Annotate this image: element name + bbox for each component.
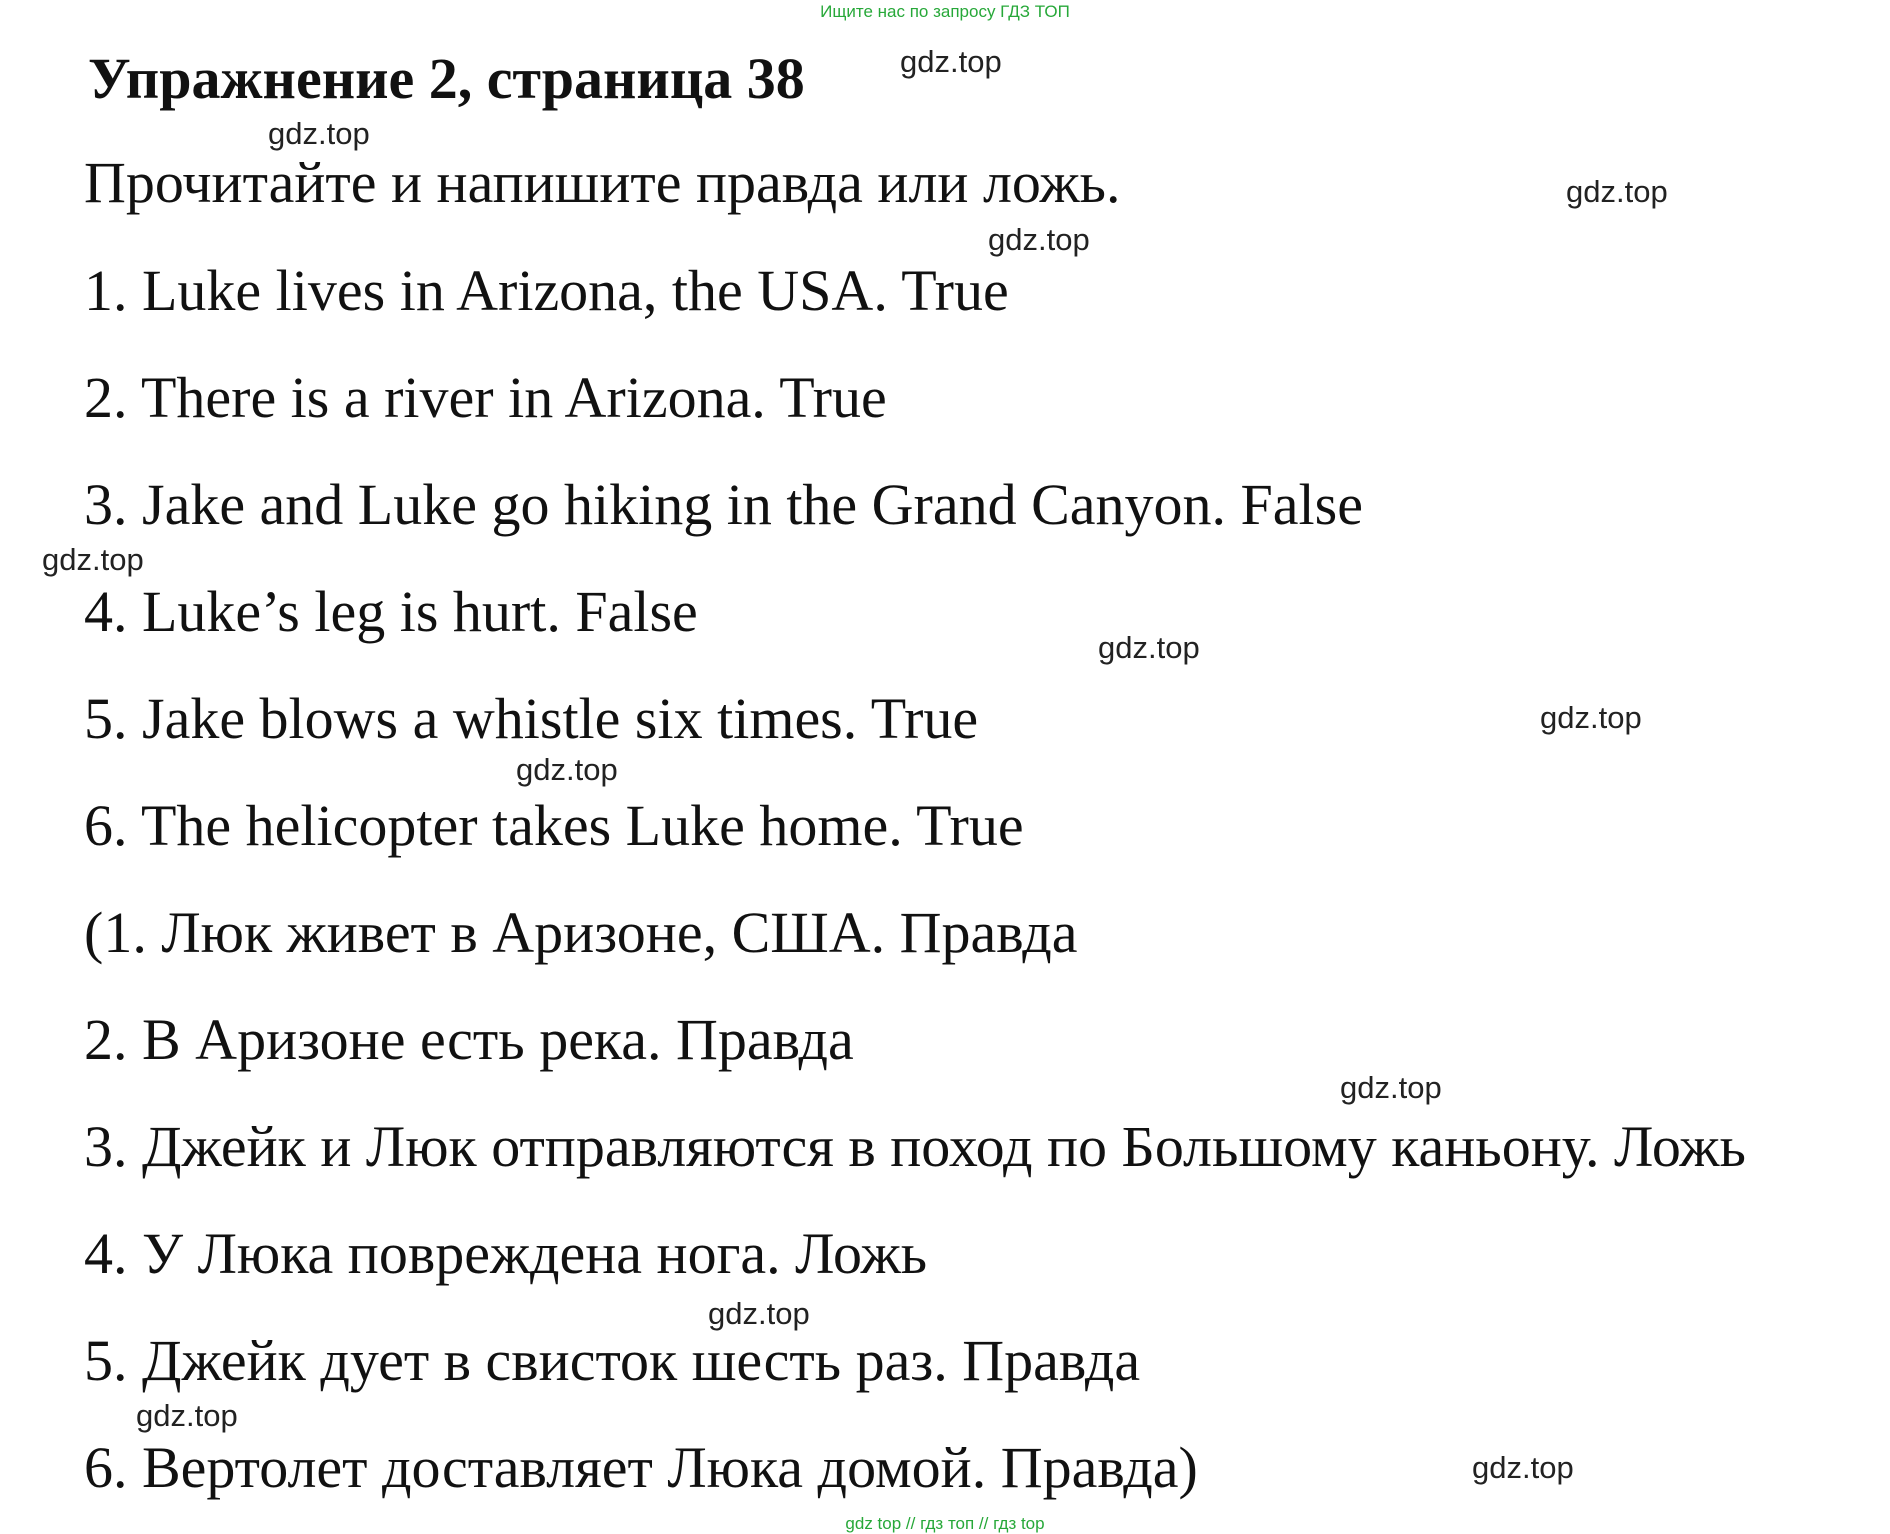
answer-line-en-1: 1. Luke lives in Arizona, the USA. True (84, 258, 1009, 323)
watermark: gdz.top (516, 752, 618, 787)
watermark: gdz.top (1566, 174, 1668, 209)
footer-banner: gdz top // гдз топ // гдз top (845, 1514, 1045, 1533)
watermark: gdz.top (42, 542, 144, 577)
answer-line-ru-2: 2. В Аризоне есть река. Правда (84, 1007, 854, 1072)
watermark: gdz.top (1340, 1070, 1442, 1105)
instruction-text: Прочитайте и напишите правда или ложь. (84, 150, 1121, 215)
answer-line-en-6: 6. The helicopter takes Luke home. True (84, 793, 1024, 858)
answer-line-ru-3: 3. Джейк и Люк отправляются в поход по Большому каньону. Ложь (84, 1114, 1746, 1179)
answer-line-ru-1: (1. Люк живет в Аризоне, США. Правда (84, 900, 1078, 965)
answer-line-ru-5: 5. Джейк дует в свисток шесть раз. Правда (84, 1328, 1141, 1393)
exercise-title: Упражнение 2, страница 38 (88, 46, 805, 111)
watermark: gdz.top (988, 222, 1090, 257)
watermark: gdz.top (708, 1296, 810, 1331)
answer-line-en-2: 2. There is a river in Arizona. True (84, 365, 887, 430)
watermark: gdz.top (1540, 700, 1642, 735)
watermark: gdz.top (1098, 630, 1200, 665)
answer-line-en-5: 5. Jake blows a whistle six times. True (84, 686, 979, 751)
top-banner: Ищите нас по запросу ГДЗ ТОП (820, 2, 1070, 21)
watermark: gdz.top (1472, 1450, 1574, 1485)
watermark: gdz.top (268, 116, 370, 151)
watermark: gdz.top (136, 1398, 238, 1433)
answer-line-ru-4: 4. У Люка повреждена нога. Ложь (84, 1221, 928, 1286)
answer-line-en-3: 3. Jake and Luke go hiking in the Grand Canyon. False (84, 472, 1363, 537)
watermark: gdz.top (900, 44, 1002, 79)
answer-line-ru-6: 6. Вертолет доставляет Люка домой. Правда) (84, 1435, 1198, 1500)
answer-line-en-4: 4. Luke’s leg is hurt. False (84, 579, 698, 644)
